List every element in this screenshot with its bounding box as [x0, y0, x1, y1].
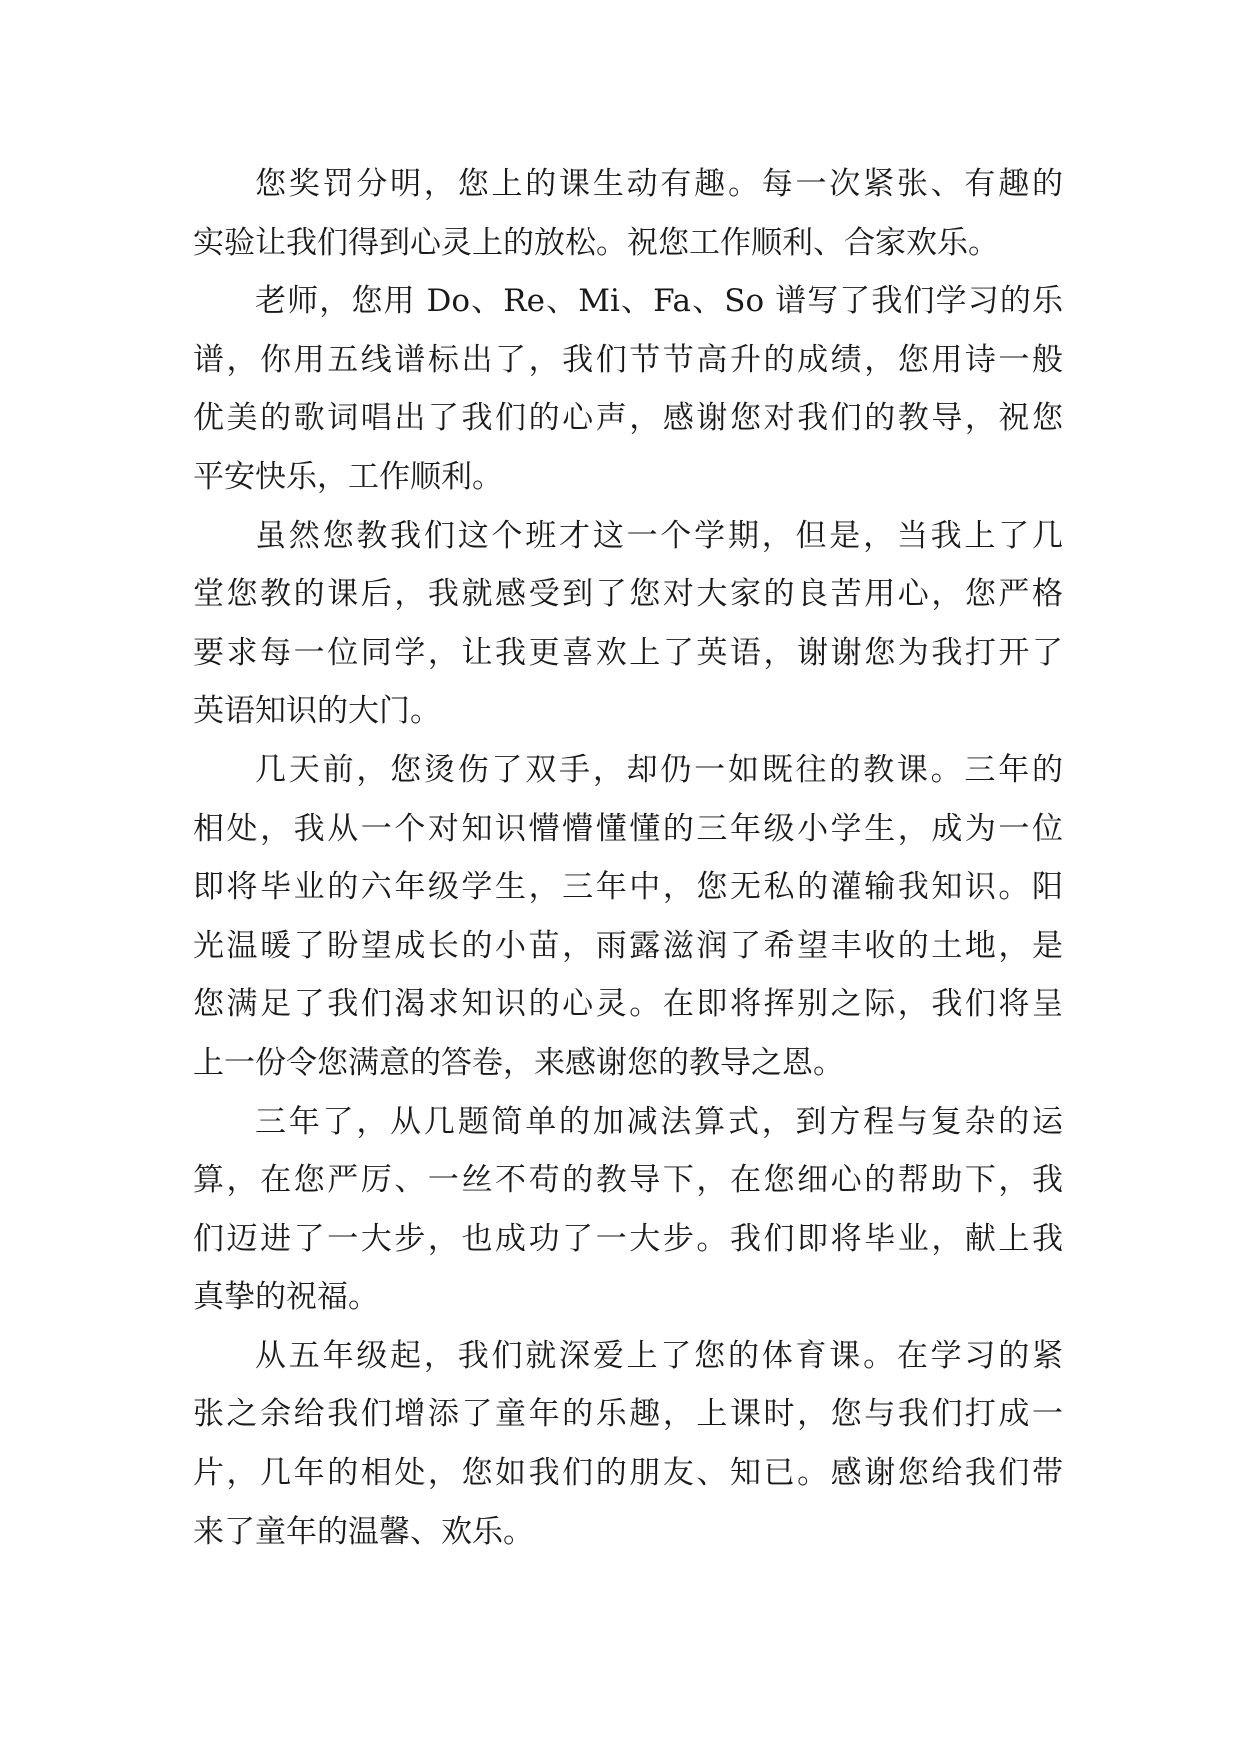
text-line: 堂您教的课后，我就感受到了您对大家的良苦用心，您严格 — [193, 576, 1063, 613]
text-line: 算，在您严厉、一丝不苟的教导下，在您细心的帮助下，我 — [193, 1162, 1063, 1199]
document-body — [193, 155, 1063, 1561]
text-line: 们迈进了一大步，也成功了一大步。我们即将毕业，献上我 — [193, 1220, 1063, 1257]
text-line: 要求每一位同学，让我更喜欢上了英语，谢谢您为我打开了 — [193, 634, 1063, 671]
text-line: 片，几年的相处，您如我们的朋友、知已。感谢您给我们带 — [193, 1455, 1063, 1492]
text-line: 真挚的祝福。 — [193, 1279, 379, 1316]
text-line: 您奖罚分明，您上的课生动有趣。每一次紧张、有趣的 — [255, 166, 1063, 202]
text-line: 您满足了我们渴求知识的心灵。在即将挥别之际，我们将呈 — [193, 986, 1063, 1023]
paragraph — [193, 155, 1063, 272]
text-line: 张之余给我们增添了童年的乐趣，上课时，您与我们打成一 — [193, 1396, 1063, 1433]
text-line: 来了童年的温馨、欢乐。 — [193, 1513, 534, 1550]
text-line: 光温暖了盼望成长的小苗，雨露滋润了希望丰收的土地，是 — [193, 927, 1063, 964]
text-line: 即将毕业的六年级学生，三年中，您无私的灌输我知识。阳 — [193, 869, 1063, 906]
text-line: 几天前，您烫伤了双手，却仍一如既往的教课。三年的 — [255, 751, 1063, 788]
text-line: 三年了，从几题简单的加减法算式，到方程与复杂的运 — [255, 1103, 1063, 1140]
text-line: 相处，我从一个对知识懵懵懂懂的三年级小学生，成为一位 — [193, 810, 1063, 847]
text-line: 谱，你用五线谱标出了，我们节节高升的成绩，您用诗一般 — [193, 341, 1063, 378]
paragraph — [193, 1093, 1063, 1327]
paragraph — [193, 507, 1063, 741]
text-line: 上一份令您满意的答卷，来感谢您的教导之恩。 — [193, 1044, 844, 1081]
text-line: 老师，您用 Do、Re、Mi、Fa、So 谱写了我们学习的乐 — [255, 283, 1063, 320]
text-line: 实验让我们得到心灵上的放松。祝您工作顺利、合家欢乐。 — [193, 224, 999, 261]
paragraph — [193, 741, 1063, 1093]
paragraph — [193, 272, 1063, 506]
text-line: 英语知识的大门。 — [193, 693, 441, 730]
text-line: 从五年级起，我们就深爱上了您的体育课。在学习的紧 — [255, 1337, 1063, 1374]
paragraph — [193, 1327, 1063, 1561]
text-line: 虽然您教我们这个班才这一个学期，但是，当我上了几 — [255, 517, 1063, 554]
text-line: 优美的歌词唱出了我们的心声，感谢您对我们的教导，祝您 — [193, 400, 1063, 437]
text-line: 平安快乐，工作顺利。 — [193, 458, 503, 495]
